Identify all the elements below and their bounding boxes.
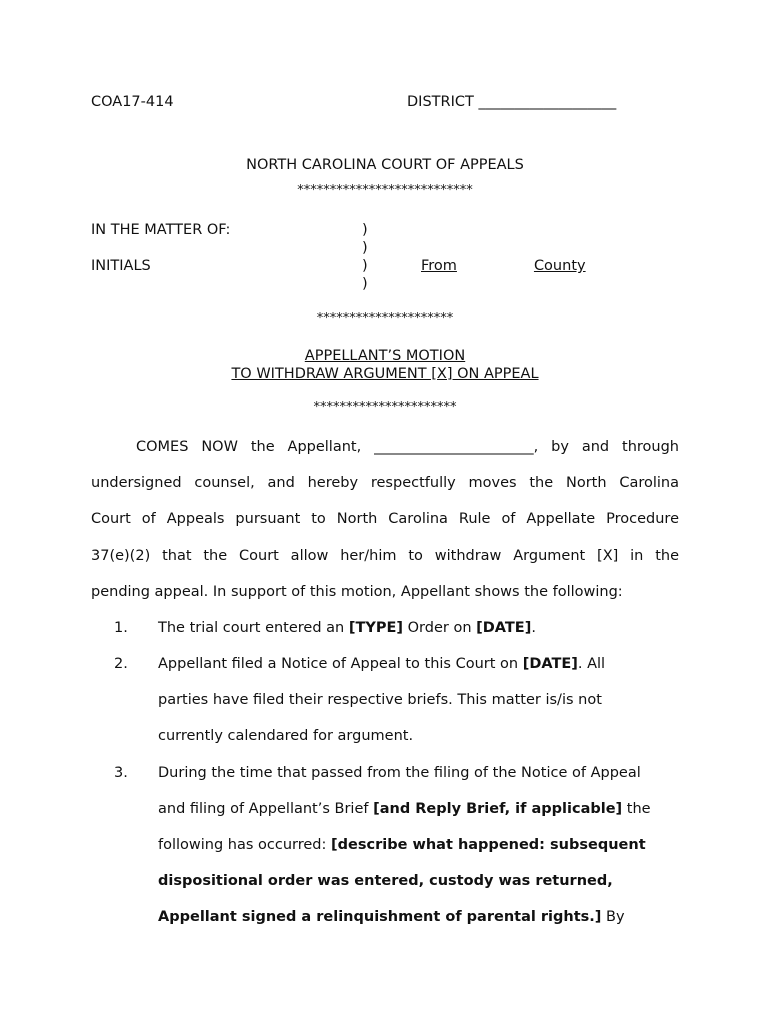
item-2-line: Appellant filed a Notice of Appeal to this Court on [DATE]. All [158,656,606,672]
matter-label: IN THE MATTER OF: [91,222,231,238]
intro-line: Court of Appeals pursuant to North Carolina Rule of Appellate Procedure [91,511,679,527]
item-number: 1. [114,620,128,636]
item-number: 2. [114,656,128,672]
motion-title-line2: TO WITHDRAW ARGUMENT [X] ON APPEAL [231,366,539,382]
item-1-line: The trial court entered an [TYPE] Order on [DATE]. [158,620,536,636]
caption-paren: ) [362,276,368,292]
item-3-line: dispositional order was entered, custody was returned, [158,873,613,889]
divider-stars: *************************** [297,183,473,198]
motion-title-line1: APPELLANT’S MOTION [304,348,466,364]
district-field: DISTRICT ___________________ [407,94,617,110]
divider-stars: ********************* [316,311,454,326]
item-3-line: During the time that passed from the filing of the Notice of Appeal [158,765,641,781]
item-3-line: Appellant signed a relinquishment of parental rights.] By [158,909,625,925]
caption-paren: ) [362,222,368,238]
item-number: 3. [114,765,128,781]
court-name: NORTH CAROLINA COURT OF APPEALS [246,157,524,173]
intro-line: 37(e)(2) that the Court allow her/him to withdraw Argument [X] in the [91,548,679,564]
item-3-line: and filing of Appellant’s Brief [and Reply Brief, if applicable] the [158,801,651,817]
initials-label: INITIALS [91,258,151,274]
item-2-line: parties have filed their respective briefs. This matter is/is not [158,692,602,708]
divider-stars: ********************** [313,400,457,415]
from-label: From [421,258,457,274]
caption-paren: ) [362,240,368,256]
caption-paren: ) [362,258,368,274]
intro-line: undersigned counsel, and hereby respectfully moves the North Carolina [91,475,679,491]
item-2-line: currently calendared for argument. [158,728,414,744]
item-3-line: following has occurred: [describe what happened: subsequent [158,837,646,853]
intro-line: COMES NOW the Appellant, ______________________, by and through [136,439,679,455]
county-label: County [533,258,586,274]
intro-line-last: pending appeal. In support of this motion, Appellant shows the following: [91,584,623,600]
county-field [421,257,591,275]
case-number: COA17-414 [91,94,174,110]
